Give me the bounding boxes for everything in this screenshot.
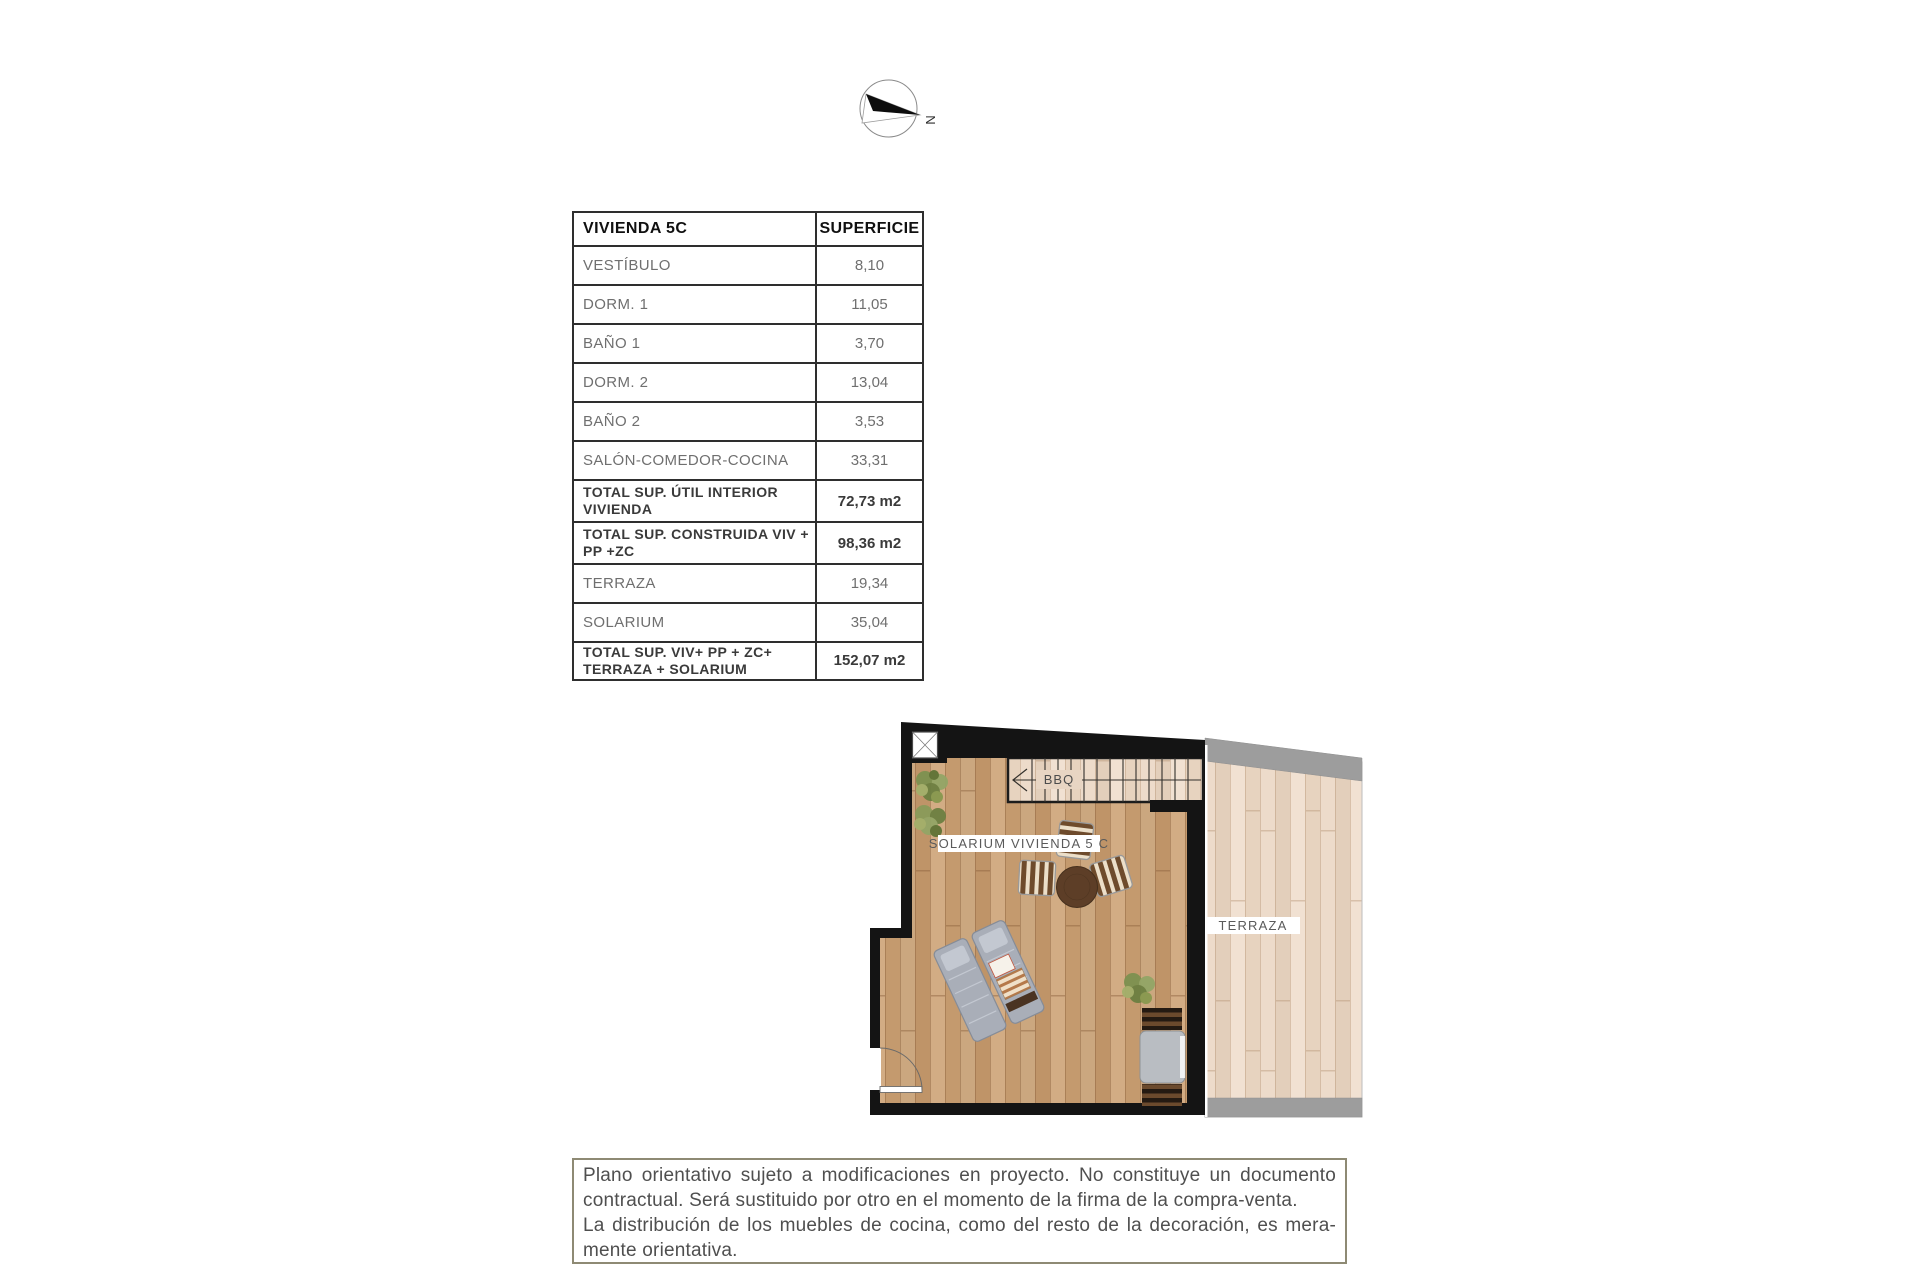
table-row <box>573 363 923 402</box>
table-row <box>573 246 923 285</box>
total-label-cell: TOTAL SUP. CONSTRUIDA VIV + PP +ZC <box>573 522 816 564</box>
table-row-total <box>573 642 923 680</box>
stairs <box>1008 758 1203 802</box>
room-value-cell: 19,34 <box>816 564 923 603</box>
areas-table <box>572 211 924 681</box>
room-value-cell: 13,04 <box>816 363 923 402</box>
solarium-label <box>929 835 1110 852</box>
svg-text:TERRAZA: TERRAZA <box>1218 918 1288 933</box>
disclaimer-line: mente orientativa. <box>583 1240 738 1261</box>
round-table <box>1057 867 1098 908</box>
total-value-cell: 152,07 m2 <box>816 642 923 680</box>
disclaimer-line: Plano orientativo sujeto a modificaciones en proyecto. No constituye un documento <box>583 1165 1336 1186</box>
room-label-cell: VESTÍBULO <box>573 246 816 285</box>
total-value-cell: 72,73 m2 <box>816 480 923 522</box>
table-header-dwelling: VIVIENDA 5C <box>573 212 816 246</box>
bbq-label: BBQ <box>1043 772 1075 787</box>
table-row <box>573 402 923 441</box>
total-label-cell: TOTAL SUP. VIV+ PP + ZC+ TERRAZA + SOLARIUM <box>573 642 816 680</box>
compass-n-label: N <box>923 115 938 125</box>
room-label-cell: TERRAZA <box>573 564 816 603</box>
table-row-total <box>573 522 923 564</box>
floor-plan <box>850 712 1370 1124</box>
room-value-cell: 8,10 <box>816 246 923 285</box>
disclaimer-box <box>572 1158 1347 1264</box>
terraza-bottom-band <box>1205 1098 1362 1117</box>
table-row <box>573 285 923 324</box>
shaft-box <box>913 732 938 758</box>
table-row <box>573 564 923 603</box>
table-row <box>573 603 923 642</box>
table-row-total <box>573 480 923 522</box>
wall-top <box>901 722 1205 763</box>
total-value-cell: 98,36 m2 <box>816 522 923 564</box>
room-label-cell: SOLARIUM <box>573 603 816 642</box>
table-row <box>573 324 923 363</box>
room-label-cell: SALÓN-COMEDOR-COCINA <box>573 441 816 480</box>
room-label-cell: DORM. 2 <box>573 363 816 402</box>
disclaimer-line: contractual. Será sustituido por otro en el momento de la firma de la compra-venta. <box>583 1190 1298 1211</box>
room-label-cell: BAÑO 2 <box>573 402 816 441</box>
door-leaf <box>880 1087 922 1093</box>
room-value-cell: 3,70 <box>816 324 923 363</box>
table-header-row <box>573 212 923 246</box>
bbq-grill <box>1140 1008 1185 1106</box>
disclaimer-line: La distribución de los muebles de cocina, como del resto de la decoración, es mera- <box>583 1215 1336 1236</box>
wall-left-upper <box>901 760 912 930</box>
room-value-cell: 3,53 <box>816 402 923 441</box>
room-label-cell: BAÑO 1 <box>573 324 816 363</box>
room-label-cell: DORM. 1 <box>573 285 816 324</box>
patio-chair <box>1018 860 1056 896</box>
room-value-cell: 35,04 <box>816 603 923 642</box>
compass-north-indicator <box>848 72 940 144</box>
wall-stair-return <box>1150 800 1205 812</box>
table-header-surface: SUPERFICIE <box>816 212 923 246</box>
door-opening <box>869 1048 881 1090</box>
svg-text:SOLARIUM VIVIENDA 5 C: SOLARIUM VIVIENDA 5 C <box>928 836 1110 851</box>
room-value-cell: 33,31 <box>816 441 923 480</box>
terraza-label <box>1206 917 1300 934</box>
total-label-cell: TOTAL SUP. ÚTIL INTERIOR VIVIENDA <box>573 480 816 522</box>
table-row <box>573 441 923 480</box>
room-value-cell: 11,05 <box>816 285 923 324</box>
